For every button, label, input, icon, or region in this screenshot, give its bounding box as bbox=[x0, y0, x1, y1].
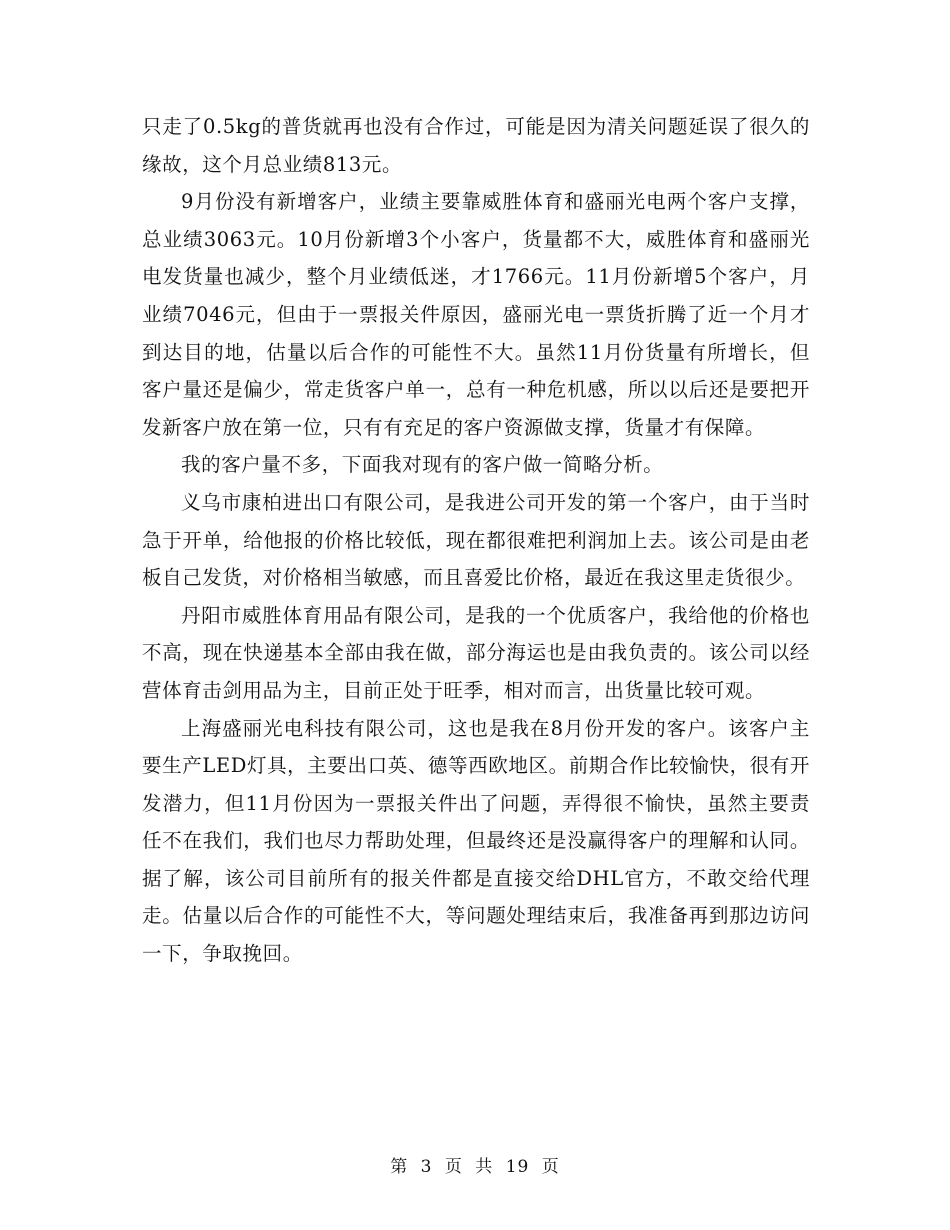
document-body bbox=[142, 108, 810, 973]
paragraph-customer-kangbai: 义乌市康柏进出口有限公司，是我进公司开发的第一个客户，由于当时急于开单，给他报的价格比较低，现在都很难把利润加上去。该公司是由老板自己发货，对价格相当敏感，而且喜爱比价格，最近在我这里走货很少。 bbox=[142, 490, 810, 590]
paragraph-continuation: 只走了0.5kg的普货就再也没有合作过，可能是因为清关问题延误了很久的缘故，这个月总业绩813元。 bbox=[142, 115, 810, 176]
paragraph-customer-weisheng: 丹阳市威胜体育用品有限公司，是我的一个优质客户，我给他的价格也不高，现在快递基本全部由我在做，部分海运也是由我负责的。该公司以经营体育击剑用品为主，目前正处于旺季，相对而言，出货量比较可观。 bbox=[142, 603, 810, 702]
paragraph-customer-shengli: 上海盛丽光电科技有限公司，这也是我在8月份开发的客户。该客户主要生产LED灯具，主要出口英、德等西欧地区。前期合作比较愉快，很有开发潜力，但11月份因为一票报关件出了问题，弄得很不愉快，虽然主要责任不在我们，我们也尽力帮助处理，但最终还是没赢得客户的理解和认同。据了解，该公司目前所有的报关件都是直接交给DHL官方，不敢交给代理走。估量以后合作的可能性不大，等问题处理结束后，我准备再到那边访问一下，争取挽回。 bbox=[142, 716, 810, 966]
paragraph-customer-intro: 我的客户量不多，下面我对现有的客户做一简略分析。 bbox=[181, 453, 664, 477]
page-number-footer: 第 3 页 共 19 页 bbox=[390, 1157, 560, 1177]
paragraph-monthly-performance: 9月份没有新增客户，业绩主要靠威胜体育和盛丽光电两个客户支撑，总业绩3063元。10月份新增3个小客户，货量都不大，威胜体育和盛丽光电发货量也减少，整个月业绩低迷，才1766元。11月份新增5个客户，月业绩7046元，但由于一票报关件原因，盛丽光电一票货折腾了近一个月才到达目的地，估量以后合作的可能性不大。虽然11月份货量有所增长，但客户量还是偏少，常走货客户单一，总有一种危机感，所以以后还是要把开发新客户放在第一位，只有有充足的客户资源做支撑，货量才有保障。 bbox=[142, 190, 810, 439]
